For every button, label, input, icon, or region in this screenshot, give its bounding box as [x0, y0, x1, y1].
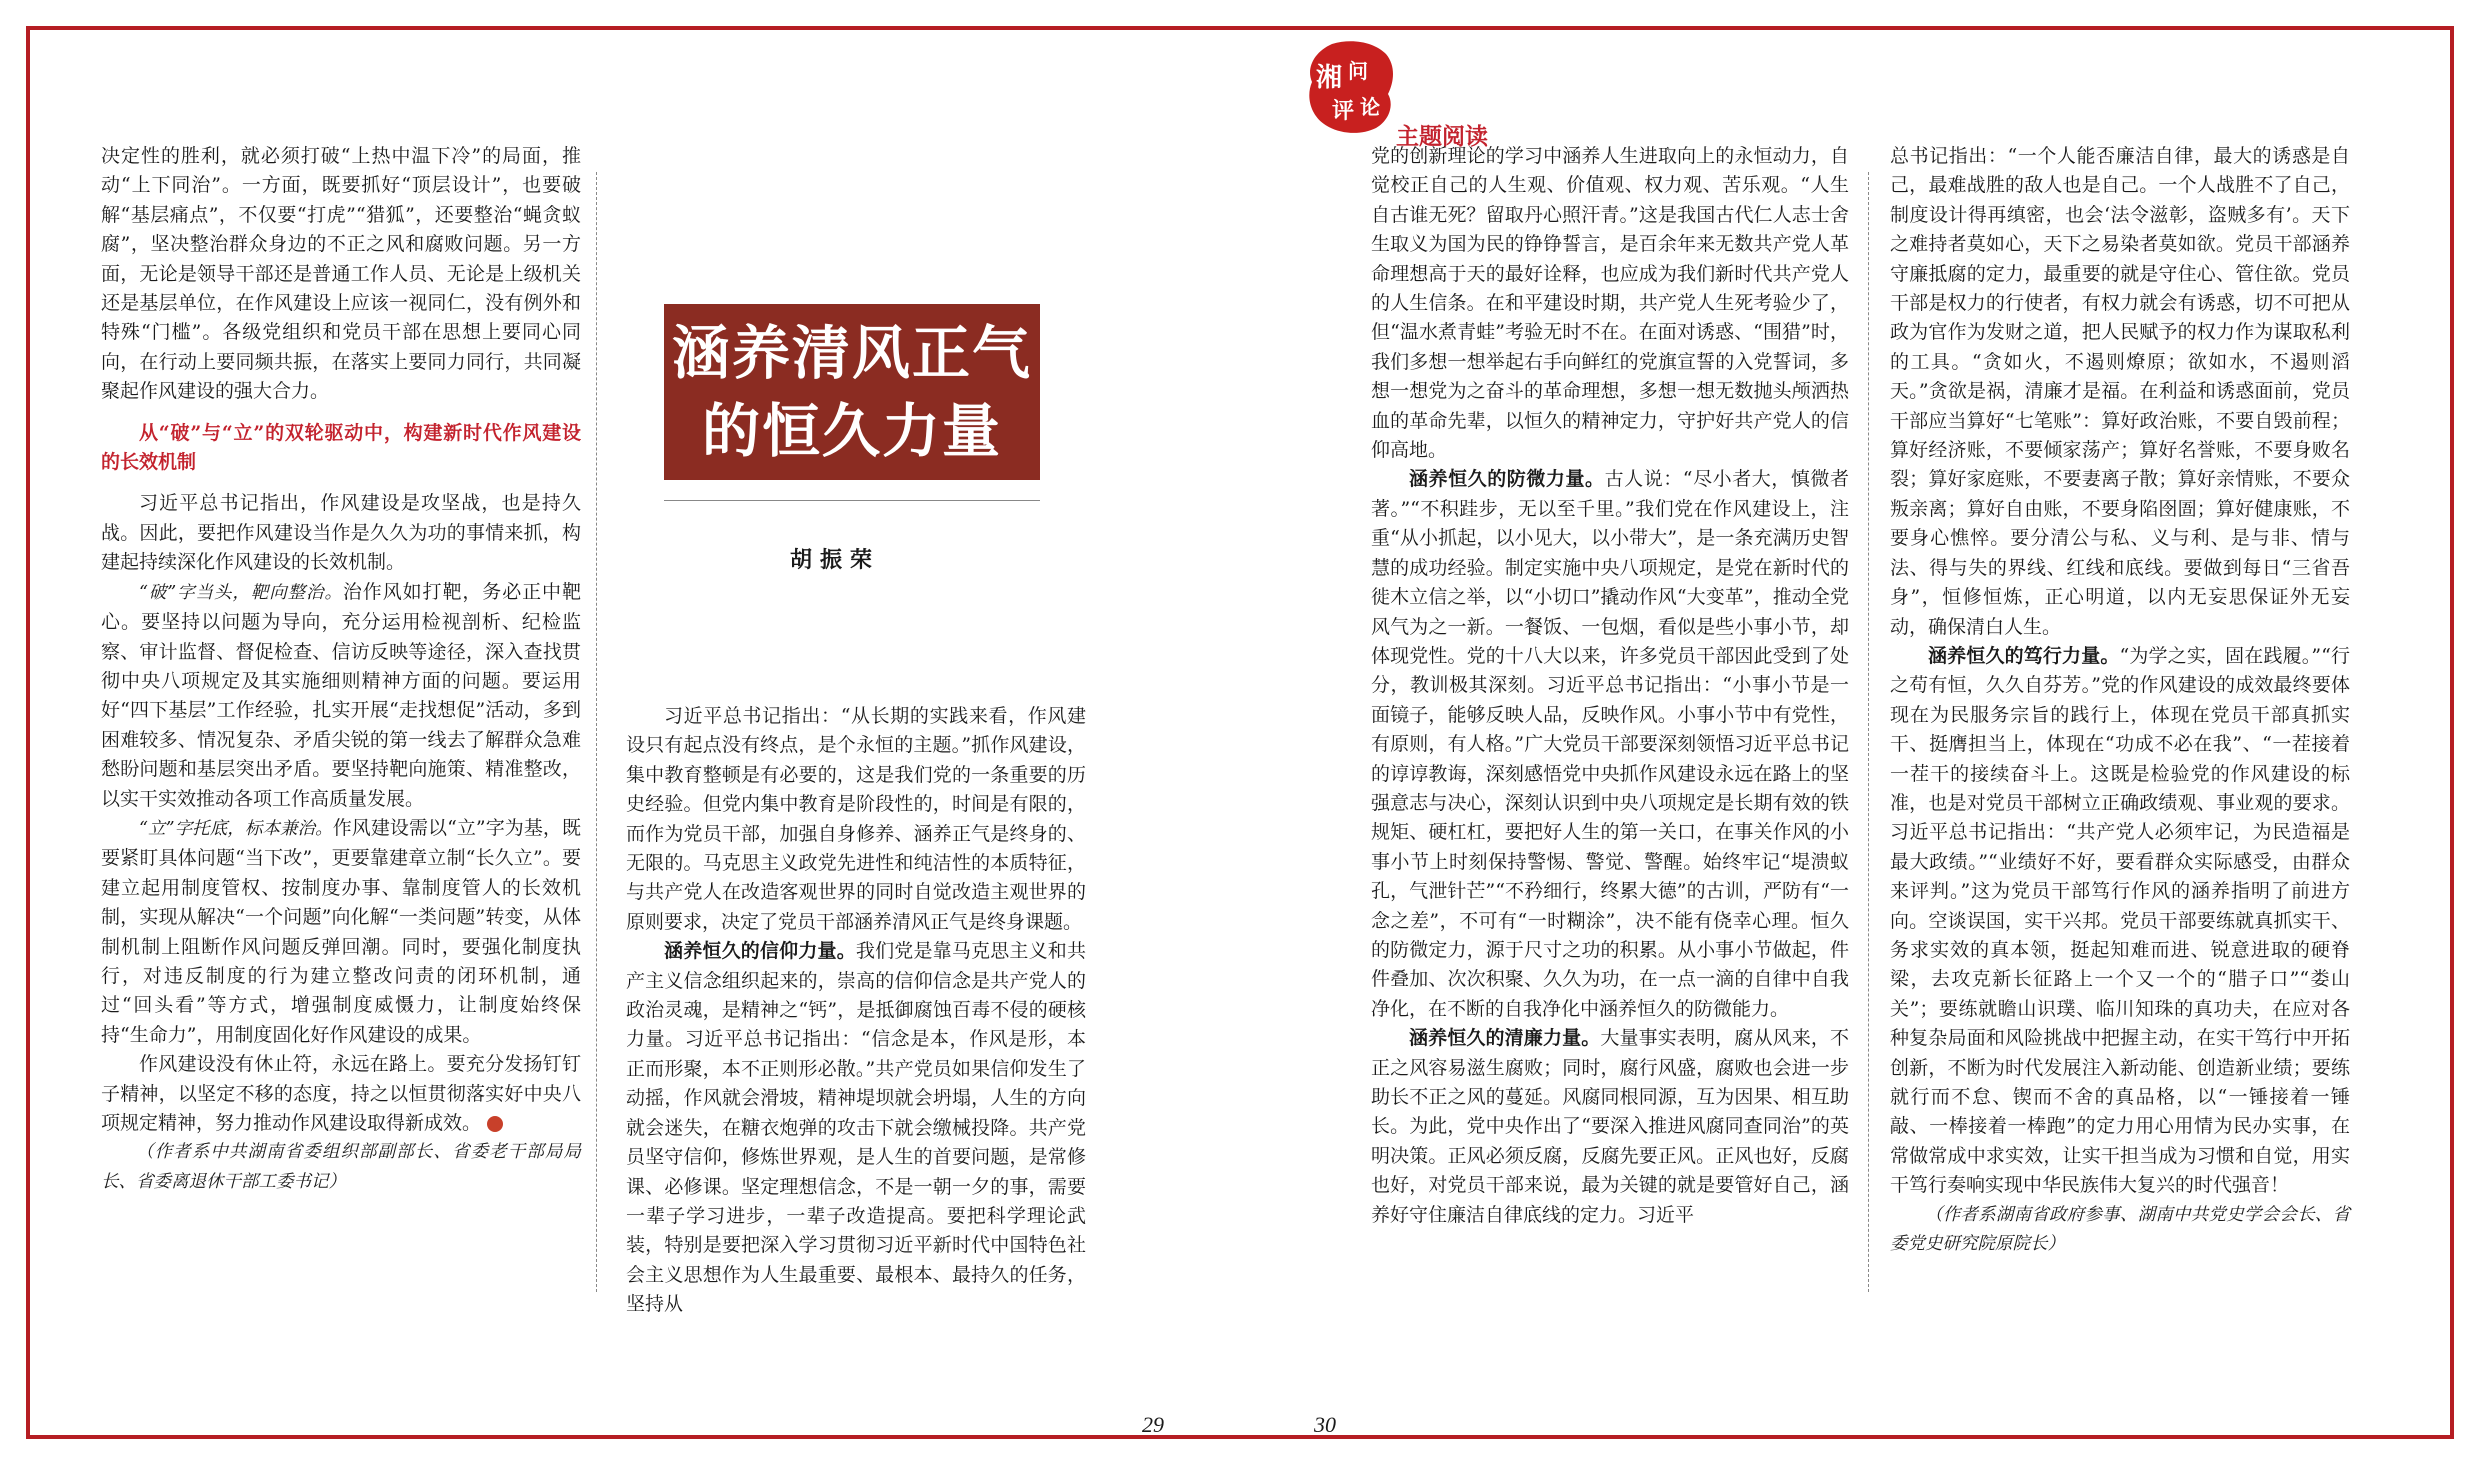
title-rule — [664, 500, 1040, 501]
paragraph — [1890, 642, 2350, 1201]
lead-phrase: “破”字当头，靶向整治。 — [139, 582, 343, 603]
lead-phrase: “立”字托底，标本兼治。 — [139, 818, 333, 839]
column-3 — [1371, 142, 1849, 1230]
hunan-commentary-logo — [1302, 38, 1398, 136]
column-1 — [101, 142, 581, 1197]
paragraph-text: 作风建设没有休止符，永远在路上。要充分发扬钉钉子精神，以坚定不移的态度，持之以恒贯彻落实好中央八项规定精神，努力推动作风建设取得新成效。 — [101, 1053, 581, 1134]
paragraph-heading: 涵养恒久的清廉力量。 — [1409, 1027, 1601, 1050]
title-line-1: 涵养清风正气 — [671, 319, 1032, 387]
title-line-2: 的恒久力量 — [701, 397, 1002, 465]
author-bio: （作者系湖南省政府参事、湖南中共党史学会会长、省委党史研究院原院长） — [1890, 1204, 2350, 1255]
paragraph — [101, 578, 581, 814]
end-mark-icon — [487, 1116, 503, 1132]
paragraph-heading: 涵养恒久的信仰力量。 — [664, 940, 856, 963]
author-bio: （作者系中共湖南省委组织部副部长、省委老干部局局长、省委离退休干部工委书记） — [101, 1142, 581, 1192]
svg-text:问: 问 — [1348, 59, 1368, 83]
page-number-left: 29 — [1142, 1412, 1164, 1437]
column-4 — [1890, 142, 2350, 1259]
column-2 — [626, 702, 1086, 1320]
section-label: 主题阅读 — [1396, 124, 1488, 150]
paragraph-text: “为学之实，固在践履。”“行之苟有恒，久久自芬芳。”党的作风建设的成效最终要体现在为民服务宗旨的践行上，体现在党员干部真抓实干、挺膺担当上，体现在“功成不必在我”、“一茬接着一茬干的接续奋斗上。这既是检验党的作风建设的标准，也是对党员干部树立正确政绩观、事业观的要求。习近平总书记指出：“共产党人必须牢记，为民造福是最大政绩。”“业绩好不好，要看群众实际感受，由群众来评判。”这为党员干部笃行作风的涵养指明了前进方向。空谈误国，实干兴邦。党员干部要练就真抓实干、务求实效的真本领，挺起知难而进、锐意进取的硬脊梁，去攻克新长征路上一个又一个的“腊子口”“娄山关”；要练就瞻山识璞、临川知珠的真功夫，在应对各种复杂局面和风险挑战中把握主动，在实干笃行中开拓创新，不断为时代发展注入新动能、创造新业绩；要练就行而不怠、锲而不舍的真品格，以“一锤接着一锤敲、一棒接着一棒跑”的定力用心用情为民办实事，在常做常成中求实效，让实干担当成为习惯和自觉，用实干笃行奏响实现中华民族伟大复兴的时代强音！ — [1890, 644, 2350, 1197]
paragraph: 党的创新理论的学习中涵养人生进取向上的永恒动力，自觉校正自己的人生观、价值观、权力观、苦乐观。“人生自古谁无死？留取丹心照汗青。”这是我国古代仁人志士舍生取义为国为民的铮铮誓言，是百余年来无数共产党人革命理想高于天的最好诠释，也应成为我们新时代共产党人的人生信条。在和平建设时期，共产党人生死考验少了，但“温水煮青蛙”考验无时不在。在面对诱惑、“围猎”时，我们多想一想举起右手向鲜红的党旗宣誓的入党誓词，多想一想党为之奋斗的革命理想，多想一想无数抛头颅洒热血的革命先辈，以恒久的精神定力，守护好共产党人的信仰高地。 — [1371, 145, 1849, 462]
paragraph — [1371, 1024, 1849, 1230]
column-divider — [596, 172, 597, 1292]
paragraph-text: 大量事实表明，腐从风来，不正之风容易滋生腐败；同时，腐行风盛，腐败也会进一步助长不正之风的蔓延。风腐同根同源，互为因果、相互助长。为此，党中央作出了“要深入推进风腐同查同治”的英明决策。正风必须反腐，反腐先要正风。正风也好，反腐也好，对党员干部来说，最为关键的就是要管好自己，涵养好守住廉洁自律底线的定力。习近平 — [1371, 1027, 1849, 1226]
paragraph: 总书记指出：“一个人能否廉洁自律，最大的诱惑是自己，最难战胜的敌人也是自己。一个人战胜不了自己，制度设计得再缜密，也会‘法令滋彰，盗贼多有’。天下之难持者莫如心，天下之易染者莫如欲。党员干部涵养守廉抵腐的定力，最重要的就是守住心、管住欲。党员干部是权力的行使者，有权力就会有诱惑，切不可把从政为官作为发财之道，把人民赋予的权力作为谋取私利的工具。“贪如火，不遏则燎原；欲如水，不遏则滔天。”贪欲是祸，清廉才是福。在利益和诱惑面前，党员干部应当算好“七笔账”：算好政治账，不要自毁前程；算好经济账，不要倾家荡产；算好名誉账，不要身败名裂；算好家庭账，不要妻离子散；算好亲情账，不要众叛亲离；算好自由账，不要身陷囹圄；算好健康账，不要身心憔悴。要分清公与私、义与利、是与非、情与法、得与失的界线、红线和底线。要做到每日“三省吾身”，恒修恒炼，正心明道，以内无妄思保证外无妄动，确保清白人生。 — [1890, 145, 2350, 638]
svg-text:湘: 湘 — [1316, 63, 1343, 93]
paragraph-heading: 涵养恒久的防微力量。 — [1409, 468, 1605, 491]
paragraph-text: 我们党是靠马克思主义和共产主义信念组织起来的，崇高的信仰信念是共产党人的政治灵魂，是精神之“钙”，是抵御腐蚀百毒不侵的硬核力量。习近平总书记指出：“信念是本，作风是形，本正而形聚，本不正则形必散。”共产党员如果信仰发生了动摇，作风就会滑坡，精神堤坝就会坍塌，人生的方向就会迷失，在糖衣炮弹的攻击下就会缴械投降。共产党员坚守信仰，修炼世界观，是人生的首要问题，是常修课、必修课。坚定理想信念，不是一朝一夕的事，需要一辈子学习进步，一辈子改造提高。要把科学理论武装，特别是要把深入学习贯彻习近平新时代中国特色社会主义思想作为人生最重要、最根本、最持久的任务，坚持从 — [626, 940, 1086, 1316]
svg-text:评: 评 — [1332, 98, 1355, 124]
subheading: 从“破”与“立”的双轮驱动中，构建新时代作风建设的长效机制 — [101, 421, 581, 474]
paragraph — [626, 937, 1086, 1319]
paragraph — [101, 1050, 581, 1138]
paragraph-heading: 涵养恒久的笃行力量。 — [1928, 644, 2120, 667]
paragraph: 决定性的胜利，就必须打破“上热中温下冷”的局面，推动“上下同治”。一方面，既要抓好“顶层设计”，也要破解“基层痛点”，不仅要“打虎”“猎狐”，还要整治“蝇贪蚁腐”，坚决整治群众身边的不正之风和腐败问题。另一方面，无论是领导干部还是普通工作人员、无论是上级机关还是基层单位，在作风建设上应该一视同仁，没有例外和特殊“门槛”。各级党组织和党员干部在思想上要同心同向，在行动上要同频共振，在落实上要同力同行，共同凝聚起作风建设的强大合力。 — [101, 145, 581, 403]
page-number-right: 30 — [1314, 1412, 1336, 1437]
paragraph: 习近平总书记指出，作风建设是攻坚战，也是持久战。因此，要把作风建设当作是久久为功的事情来抓，构建起持续深化作风建设的长效机制。 — [101, 492, 581, 574]
paragraph — [101, 814, 581, 1050]
paragraph-text: 治作风如打靶，务必正中靶心。要坚持以问题为导向，充分运用检视剖析、纪检监察、审计监督、督促检查、信访反映等途径，深入查找贯彻中央八项规定及其实施细则精神方面的问题。要运用好“四下基层”工作经验，扎实开展“走找想促”活动，多到困难较多、情况复杂、矛盾尖锐的第一线去了解群众急难愁盼问题和基层突出矛盾。要坚持靶向施策、精准整改，以实干实效推动各项工作高质量发展。 — [101, 580, 581, 810]
svg-text:论: 论 — [1360, 95, 1380, 119]
paragraph: 习近平总书记指出：“从长期的实践来看，作风建设只有起点没有终点，是个永恒的主题。”抓作风建设，集中教育整顿是有必要的，这是我们党的一条重要的历史经验。但党内集中教育是阶段性的，时间是有限的，而作为党员干部，加强自身修养、涵养正气是终身的、无限的。马克思主义政党先进性和纯洁性的本质特征，与共产党人在改造客观世界的同时自觉改造主观世界的原则要求，决定了党员干部涵养清风正气是终身课题。 — [626, 705, 1086, 933]
author-name: 胡振荣 — [790, 547, 881, 573]
article-title — [664, 304, 1040, 480]
column-divider — [1868, 172, 1869, 1292]
paragraph — [1371, 465, 1849, 1024]
paragraph-text: 作风建设需以“立”字为基，既要紧盯具体问题“当下改”，更要靠建章立制“长久立”。要建立起用制度管权、按制度办事、靠制度管人的长效机制，实现从解决“一个问题”向化解“一类问题”转变，从体制机制上阻断作风问题反弹回潮。同时，要强化制度执行，对违反制度的行为建立整改问责的闭环机制，通过“回头看”等方式，增强制度威慑力，让制度始终保持“生命力”，用制度固化好作风建设的成果。 — [101, 816, 581, 1046]
paragraph-text: 古人说：“尽小者大，慎微者著。”“不积跬步，无以至千里。”我们党在作风建设上，注重“从小抓起，以小见大，以小带大”，是一条充满历史智慧的成功经验。制定实施中央八项规定，是党在新时代的徙木立信之举，以“小切口”撬动作风“大变革”，推动全党风气为之一新。一餐饭、一包烟，看似是些小事小节，却体现党性。党的十八大以来，许多党员干部因此受到了处分，教训极其深刻。习近平总书记指出：“小事小节是一面镜子，能够反映人品，反映作风。小事小节中有党性，有原则，有人格。”广大党员干部要深刻领悟习近平总书记的谆谆教诲，深刻感悟党中央抓作风建设永远在路上的坚强意志与决心，深刻认识到中央八项规定是长期有效的铁规矩、硬杠杠，要把好人生的第一关口，在事关作风的小事小节上时刻保持警惕、警觉、警醒。始终牢记“堤溃蚁孔，气泄针芒”“不矜细行，终累大德”的古训，严防有“一念之差”，不可有“一时糊涂”，决不能有侥幸心理。恒久的防微定力，源于尺寸之功的积累。从小事小节做起，件件叠加、次次积聚、久久为功，在一点一滴的自律中自我净化，在不断的自我净化中涵养恒久的防微能力。 — [1371, 468, 1849, 1020]
